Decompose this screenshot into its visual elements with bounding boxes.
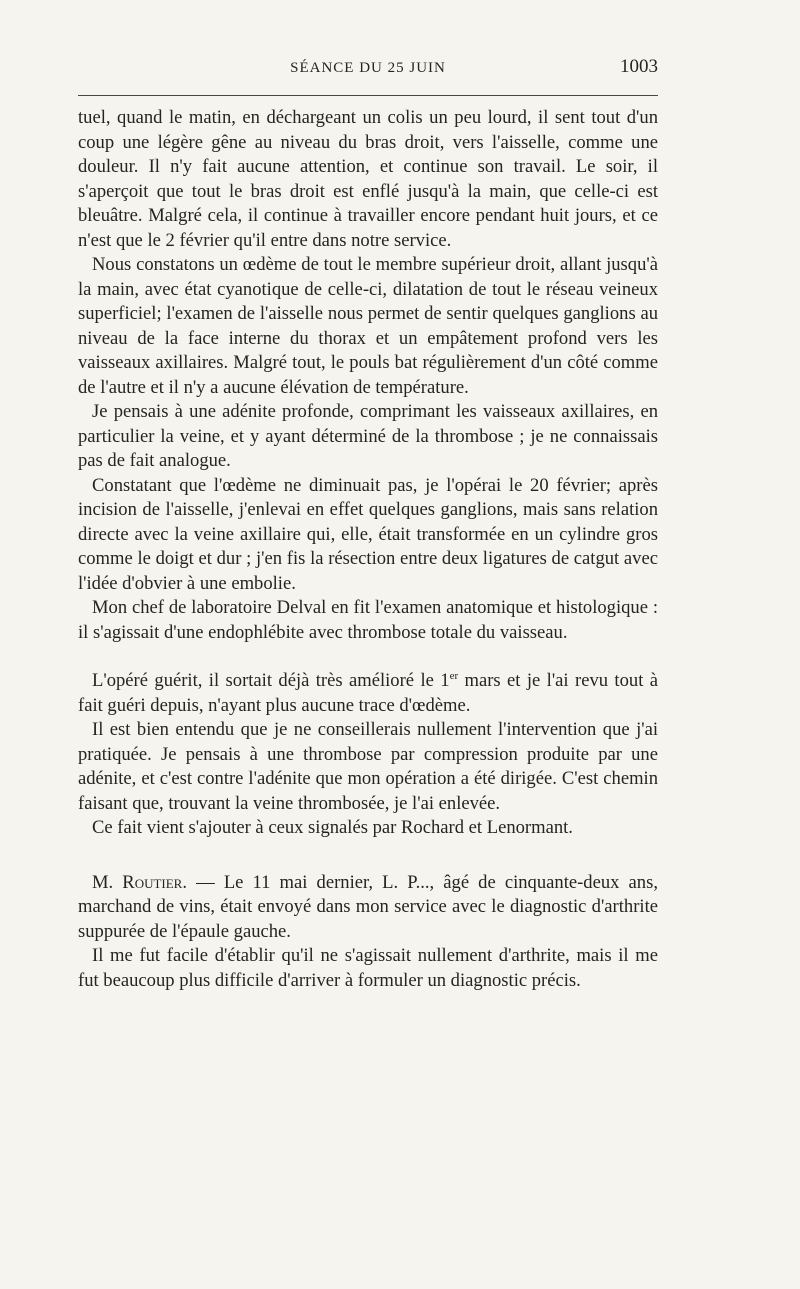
header-rule [78,95,658,96]
paragraph: Mon chef de laboratoire Delval en fit l'examen anatomique et histologique : il s'agissait d'une endophlébite avec thrombose totale du vaisseau. [78,597,658,643]
paragraph: Ce fait vient s'ajouter à ceux signalés par Rochard et Lenormant. [92,817,573,838]
running-title: SÉANCE DU 25 JUIN [290,60,446,76]
paragraph-text: . — Le 11 mai dernier, L. P..., âgé de cinquante-deux ans, marchand de vins, était envoyé dans mon service avec le diagnostic d'arthrite suppurée de l'épaule gauche. [78,871,658,942]
paragraph: Il me fut facile d'établir qu'il ne s'agissait nullement d'arthrite, mais il me fut beaucoup plus difficile d'arriver à formuler un diagnostic précis. [78,945,658,991]
paragraph [78,871,658,945]
paragraph: Je pensais à une adénite profonde, comprimant les vaisseaux axillaires, en particulier la veine, et y ayant déterminé de la thrombose ; je ne connaissais pas de fait analogue. [78,401,658,471]
paragraph: Nous constatons un œdème de tout le membre supérieur droit, allant jusqu'à la main, avec état cyanotique de celle-ci, dilatation de tout le réseau veineux superficiel; l'examen de l'aisselle nous permet de sentir quelques ganglions au niveau de la face interne du thorax et un empâtement profond vers les vaisseaux axillaires. Malgré tout, le pouls bat régulièrement d'un côté comme de l'autre et il n'y a aucune élévation de température. [78,254,658,398]
paragraph [78,669,658,718]
paragraph: tuel, quand le matin, en déchargeant un colis un peu lourd, il sent tout d'un coup une légère gêne au niveau du bras droit, vers l'aisselle, comme une douleur. Il n'y fait aucune attention, et continue son travail. Le soir, il s'aperçoit que tout le bras droit est enflé jusqu'à la main, que celle-ci est bleuâtre. Malgré cela, il continue à travailler encore pendant huit jours, et ce n'est que le 2 février qu'il entre dans notre service. [78,107,658,251]
speaker-prefix: M. [92,871,123,893]
paragraph: Constatant que l'œdème ne diminuait pas, je l'opérai le 20 février; après incision de l'aisselle, j'enlevai en effet quelques ganglions, mais sans relation directe avec la veine axillaire qui, elle, était transformée en un cylindre gros comme le doigt et dur ; j'en fis la résection entre deux ligatures de catgut avec l'idée d'obvier à une embolie. [78,474,658,594]
speaker-name: Routier [122,871,183,893]
superscript-ordinal: er [449,669,459,682]
article-body [78,106,658,993]
page-number: 1003 [620,56,658,77]
running-header [78,56,658,82]
paragraph-text: mars et je l'ai revu tout à fait guéri depuis, n'ayant plus aucune trace d'œdème. [78,670,659,716]
paragraph: Il est bien entendu que je ne conseillerais nullement l'intervention que j'ai pratiquée. Je pensais à une thrombose par compression produite par une adénite, et c'est contre l'adénite que mon opération a été dirigée. C'est chemin faisant que, trouvant la veine thrombosée, je l'ai enlevée. [78,719,658,814]
paragraph-text: L'opéré guérit, il sortait déjà très amélioré le 1 [92,670,450,691]
